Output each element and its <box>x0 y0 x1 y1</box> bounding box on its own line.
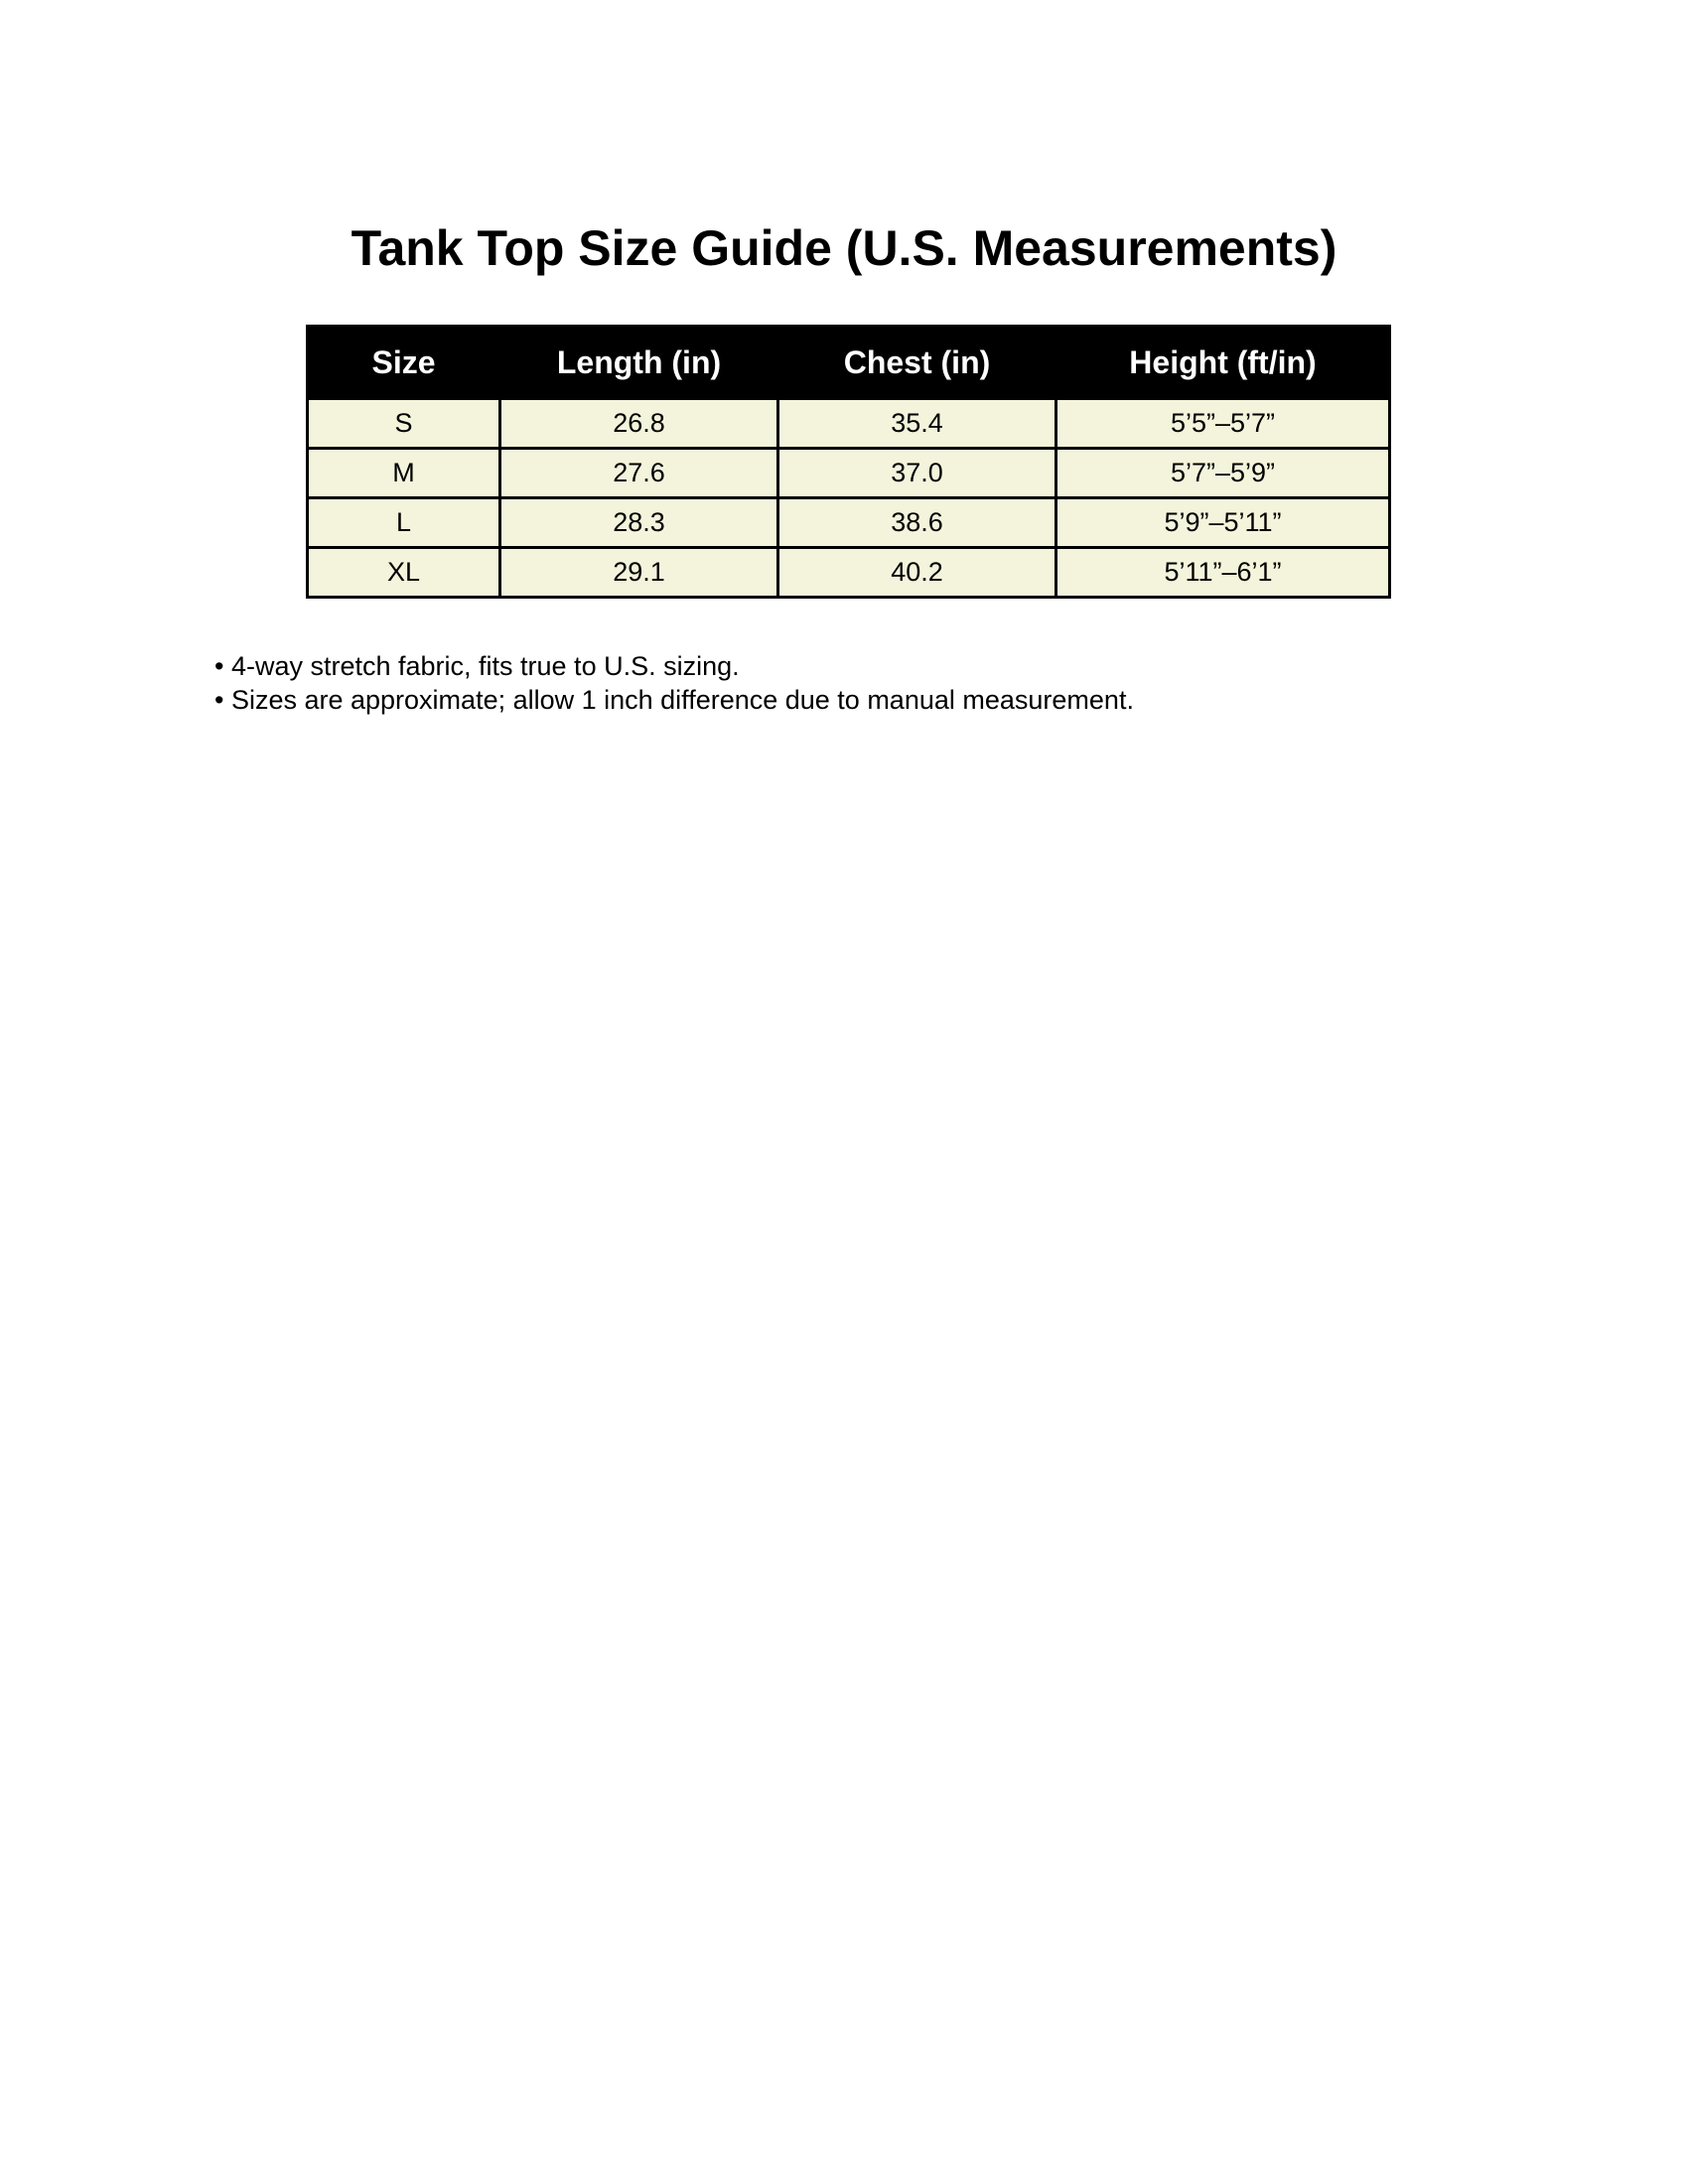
length-cell: 26.8 <box>500 399 778 449</box>
height-cell: 5’9”–5’11” <box>1056 498 1390 548</box>
notes-list <box>214 649 1134 717</box>
column-header-chest: Chest (in) <box>778 327 1056 399</box>
size-table <box>306 325 1391 599</box>
size-cell: L <box>308 498 500 548</box>
height-cell: 5’11”–6’1” <box>1056 548 1390 598</box>
note-item: • 4-way stretch fabric, fits true to U.S. sizing. <box>214 651 740 681</box>
column-header-size: Size <box>308 327 500 399</box>
table-row <box>308 399 1390 449</box>
chest-cell: 38.6 <box>778 498 1056 548</box>
chest-cell: 37.0 <box>778 449 1056 498</box>
length-cell: 27.6 <box>500 449 778 498</box>
size-cell: S <box>308 399 500 449</box>
chest-cell: 35.4 <box>778 399 1056 449</box>
column-header-height: Height (ft/in) <box>1056 327 1390 399</box>
column-header-length: Length (in) <box>500 327 778 399</box>
size-cell: XL <box>308 548 500 598</box>
chest-cell: 40.2 <box>778 548 1056 598</box>
note-item: • Sizes are approximate; allow 1 inch difference due to manual measurement. <box>214 685 1134 715</box>
table-header-row <box>308 327 1390 399</box>
length-cell: 28.3 <box>500 498 778 548</box>
height-cell: 5’7”–5’9” <box>1056 449 1390 498</box>
table-row <box>308 548 1390 598</box>
page-title: Tank Top Size Guide (U.S. Measurements) <box>351 220 1337 276</box>
height-cell: 5’5”–5’7” <box>1056 399 1390 449</box>
size-cell: M <box>308 449 500 498</box>
table-row <box>308 449 1390 498</box>
table-row <box>308 498 1390 548</box>
length-cell: 29.1 <box>500 548 778 598</box>
